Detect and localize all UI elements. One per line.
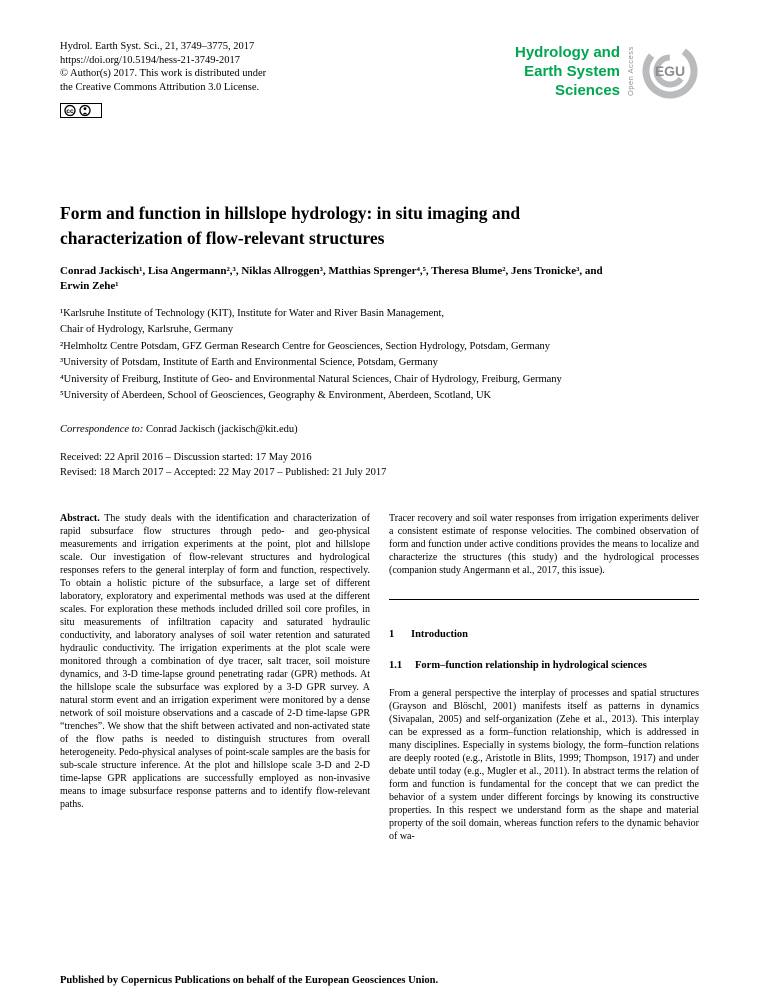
- paper-title-line-2: characterization of flow-relevant structures: [60, 227, 385, 248]
- dates-line-1: Received: 22 April 2016 – Discussion started: 17 May 2016: [60, 451, 312, 463]
- section-heading-introduction: [389, 628, 699, 642]
- open-access-label: Open Access: [626, 46, 635, 96]
- abstract-continued-paragraph: Tracer recovery and soil water responses from irrigation experiments deliver a consistent estimate of response velocities. The combined observation of form and function under active conditions provides the means to localize and characterize the structures (this study) and the hydrological processes (companion study Angermann et al., 2017, this issue).: [389, 512, 699, 576]
- correspondence-author: Conrad Jackisch: [145, 423, 216, 435]
- affiliation-line: Chair of Hydrology, Karlsruhe, Germany: [60, 324, 234, 335]
- authors-line-1: Conrad Jackisch¹, Lisa Angermann²,³, Niklas Allroggen³, Matthias Sprenger⁴,⁵, Theresa Blume², Jens Tronicke³, and: [60, 264, 603, 277]
- abstract-heading: Abstract.: [60, 512, 100, 524]
- journal-title-line: Earth System: [524, 62, 620, 80]
- affiliation-line: ³University of Potsdam, Institute of Earth and Environmental Science, Potsdam, Germany: [60, 357, 438, 368]
- left-column: [60, 512, 370, 844]
- subsection-heading-form-function: [389, 659, 699, 673]
- body-columns: [60, 512, 699, 844]
- correspondence-line: [60, 423, 699, 437]
- journal-title-line: Hydrology and: [514, 43, 620, 61]
- footer-publisher-line: Published by Copernicus Publications on behalf of the European Geosciences Union.: [60, 975, 439, 986]
- section-title: Introduction: [411, 628, 468, 640]
- license-line-2: the Creative Commons Attribution 3.0 License.: [60, 81, 260, 93]
- license-line-1: © Author(s) 2017. This work is distributed under: [60, 68, 267, 79]
- paper-title-line-1: Form and function in hillslope hydrology: in situ imaging and: [60, 202, 521, 223]
- dates-block: [60, 450, 699, 480]
- header: [60, 40, 699, 123]
- svg-text:cc: cc: [66, 107, 74, 115]
- affiliation-line: ⁵University of Aberdeen, School of Geosciences, Geography & Environment, Aberdeen, Scotland, UK: [60, 390, 492, 401]
- right-column: [389, 512, 699, 844]
- dates-line-2: Revised: 18 March 2017 – Accepted: 22 May 2017 – Published: 21 July 2017: [60, 466, 387, 478]
- affiliation-line: ⁴University of Freiburg, Institute of Geo- and Environmental Natural Sciences, Chair of Hydrology, Freiburg, Germany: [60, 373, 562, 385]
- affiliation-line: ¹Karlsruhe Institute of Technology (KIT), Institute for Water and River Basin Management,: [60, 307, 445, 319]
- egu-logo-icon: [641, 42, 699, 100]
- abstract-text: The study deals with the identification and characterization of rapid subsurface flow structures through pedo- and geo-physical measurements and irrigation experiments at the point, plot and hillslope scale. Our investigation of flow-relevant structures and hydrological responses refers to the general interplay of form and function, respectively. To obtain a holistic picture of the subsurface, a large set of different laboratory, exploratory and experimental methods was used at the different scales. For exploration these methods included drilled soil core profiles, in situ measurements of infiltration capacity and saturated hydraulic conductivity, and laboratory analyses of soil water retention and saturated hydraulic conductivity. The irrigation experiments at the plot scale were monitored through a combination of dye tracer, salt tracer, soil moisture dynamics, and 3-D time-lapse ground penetrating radar (GPR) methods. At the hillslope scale the subsurface was explored by a 3-D GPR survey. A natural storm event and an irrigation experiment were monitored by a dense network of soil moisture observations and a cascade of 2-D time-lapse GPR “trenches”. We show that the shift between activated and non-activated state of the flow paths is needed to distinguish structures from overall heterogeneity. Pedo-physical analyses of point-scale samples are the basis for sub-scale structure inference. At the plot and hillslope scale 3-D and 2-D time-lapse GPR applications are successfully employed as non-invasive means to image subsurface response patterns and to identify flow-relevant paths.: [60, 512, 370, 810]
- cc-license-badge: [60, 103, 266, 123]
- correspondence-email[interactable]: (jackisch@kit.edu): [217, 423, 298, 435]
- authors-line: [60, 264, 699, 294]
- intro-paragraph: From a general perspective the interplay of processes and spatial structures (Grayson and Blöschl, 2001) manifests itself as patterns in dynamics (Sivapalan, 2005) and self-organization (Zehe et al., 2013). This interplay can be expressed as a form–function relationship, which is addressed in many disciplines. Especially in systems biology, the form–function relations are deeply rooted (e.g., Aristotle in Blits, 1999; Thompson, 1917) and under debate until today (e.g., Mugler et al., 2011). In abstract terms the relation of form and function is fundamental for the concept that we can predict the behavior of a system under different forcings by knowing its constructive properties. In this respect we understand form as the shape and material property of the soil domain, whereas function refers to the dynamic behavior of wa-: [389, 688, 699, 842]
- section-divider: [389, 599, 699, 600]
- affiliations-list: [60, 306, 699, 405]
- paper-title: [60, 201, 699, 251]
- abstract-paragraph: [60, 512, 370, 811]
- cc-by-icon: [60, 103, 102, 118]
- subsection-title: Form–function relationship in hydrological sciences: [415, 659, 647, 671]
- citation-line: Hydrol. Earth Syst. Sci., 21, 3749–3775, 2017: [60, 41, 255, 52]
- doi-link[interactable]: https://doi.org/10.5194/hess-21-3749-2017: [60, 54, 241, 66]
- authors-line-2: Erwin Zehe¹: [60, 279, 119, 292]
- svg-text:EGU: EGU: [654, 63, 686, 79]
- correspondence-label: Correspondence to:: [60, 423, 144, 435]
- section-number: 1: [389, 628, 395, 640]
- journal-brand: [515, 42, 699, 100]
- journal-title-line: Sciences: [554, 81, 620, 99]
- egu-logo: [641, 42, 699, 100]
- citation-block: [60, 40, 266, 123]
- affiliation-line: ²Helmholtz Centre Potsdam, GFZ German Research Centre for Geosciences, Section Hydrology, Potsdam, Germany: [60, 340, 551, 352]
- subsection-number: 1.1: [389, 659, 403, 671]
- journal-title: [515, 43, 620, 100]
